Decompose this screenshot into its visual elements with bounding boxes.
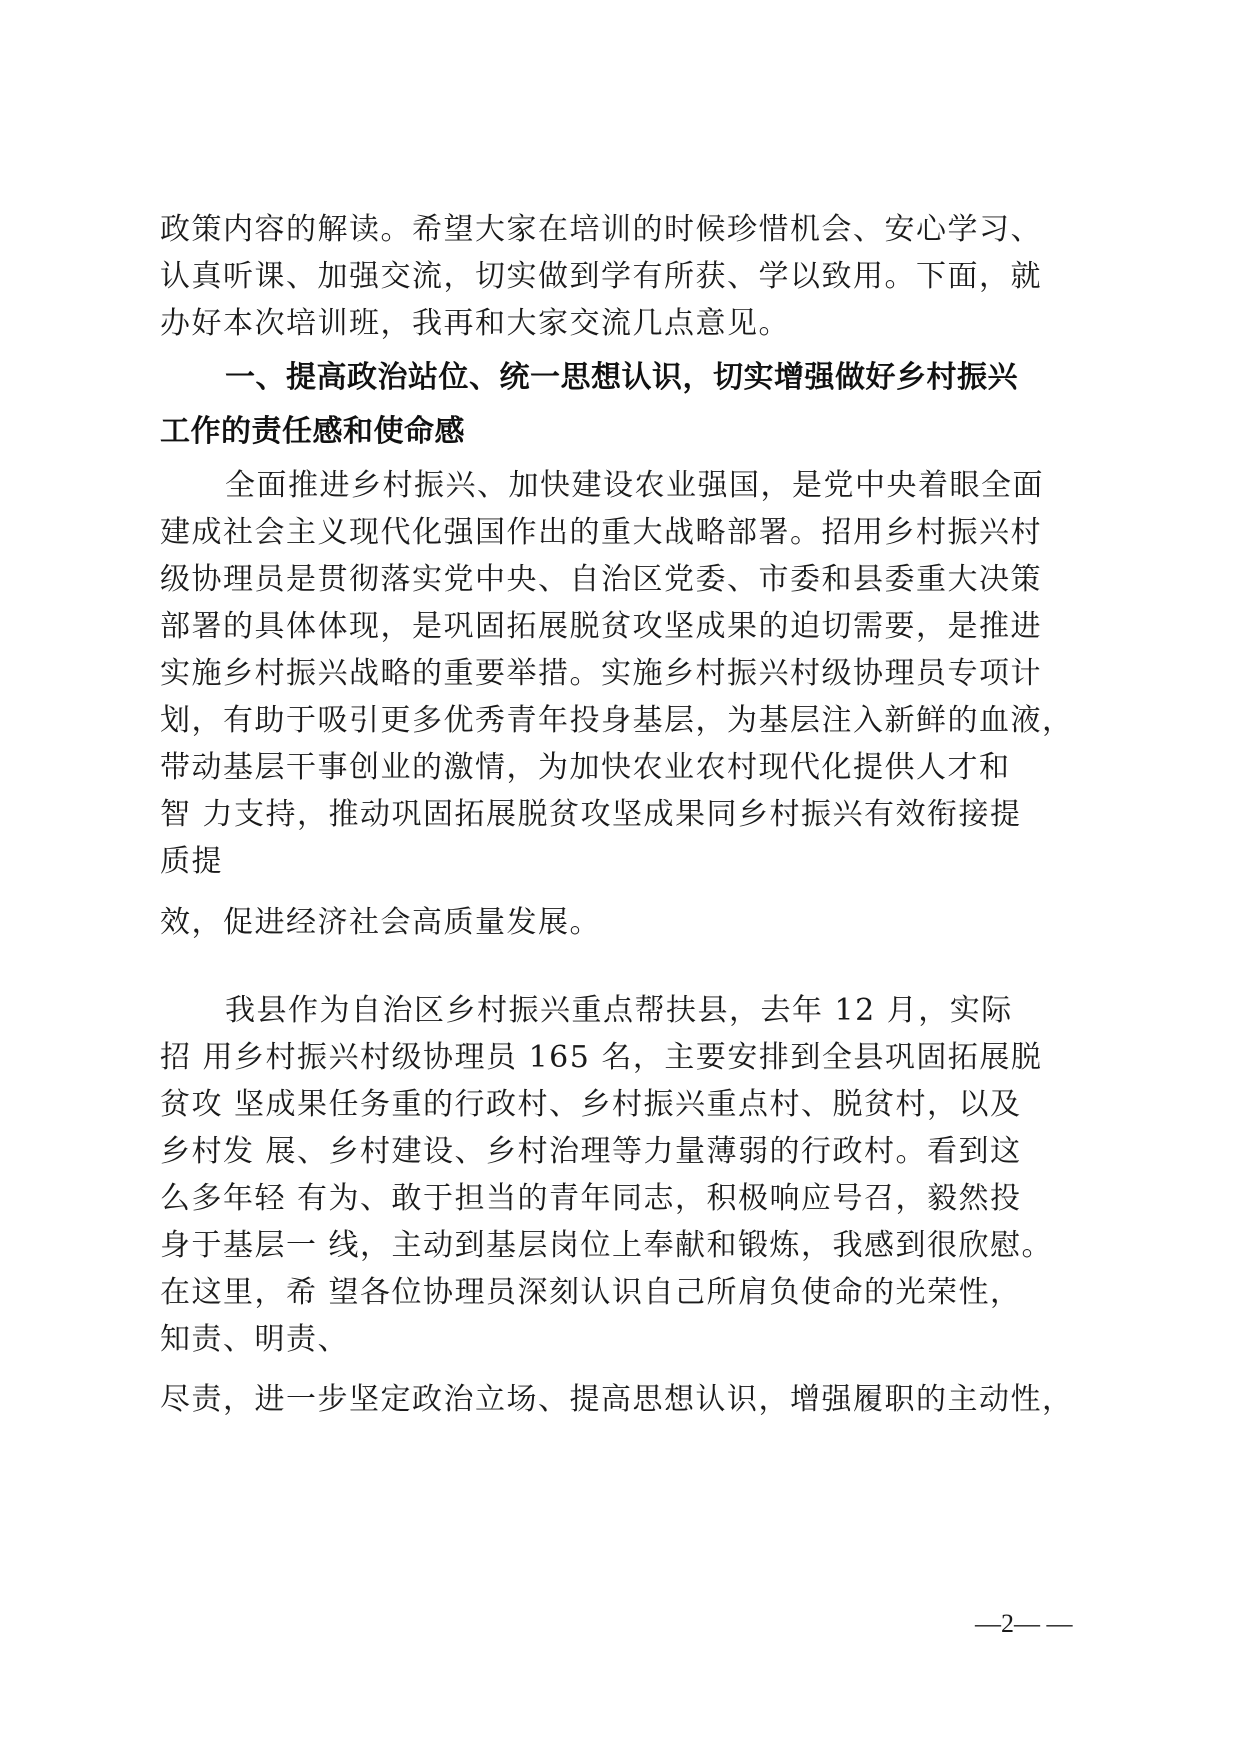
body-line: 身于基层一 线，主动到基层岗位上奉献和锻炼，我感到很欣慰。 [160,1228,1054,1263]
body-line: 乡村发 展、乡村建设、乡村治理等力量薄弱的行政村。看到这 [160,1134,1022,1169]
body-line: 智 力支持，推动巩固拓展脱贫攻坚成果同乡村振兴有效衔接提 [160,797,1022,832]
body-line: 我县作为自治区乡村振兴重点帮扶县，去年 12 月，实际 [225,993,1013,1028]
body-line: 实施乡村振兴战略的重要举措。实施乡村振兴村级协理员专项计 [160,656,1042,691]
page-number: —2— — [975,1609,1073,1638]
body-line: 建成社会主义现代化强国作出的重大战略部署。招用乡村振兴村 [160,515,1042,550]
body-line: 全面推进乡村振兴、加快建设农业强国，是党中央着眼全面 [225,468,1044,503]
body-line: 招 用乡村振兴村级协理员 165 名，主要安排到全县巩固拓展脱 [160,1040,1043,1075]
body-line: 贫攻 坚成果任务重的行政村、乡村振兴重点村、脱贫村，以及 [160,1087,1022,1122]
section-heading: 工作的责任感和使命感 [160,414,465,449]
intro-line: 认真听课、加强交流，切实做到学有所获、学以致用。下面，就 [160,259,1042,294]
body-line: 尽责，进一步坚定政治立场、提高思想认识，增强履职的主动性， [160,1382,1074,1417]
body-line: 划，有助于吸引更多优秀青年投身基层，为基层注入新鲜的血液， [160,703,1074,738]
section-heading: 一、提高政治站位、统一思想认识，切实增强做好乡村振兴 [225,360,1018,395]
body-line: 质提 [160,844,223,879]
body-line: 么多年轻 有为、敢于担当的青年同志，积极响应号召，毅然投 [160,1181,1022,1216]
intro-line: 政策内容的解读。希望大家在培训的时候珍惜机会、安心学习、 [160,212,1042,247]
body-line: 在这里，希 望各位协理员深刻认识自己所肩负使命的光荣性， [160,1275,1022,1310]
body-line: 带动基层干事创业的激情，为加快农业农村现代化提供人才和 [160,750,1011,785]
body-line: 级协理员是贯彻落实党中央、自治区党委、市委和县委重大决策 [160,562,1042,597]
intro-line: 办好本次培训班，我再和大家交流几点意见。 [160,306,790,341]
body-line: 效，促进经济社会高质量发展。 [160,905,601,940]
body-line: 知责、明责、 [160,1322,349,1357]
body-line: 部署的具体体现，是巩固拓展脱贫攻坚成果的迫切需要，是推进 [160,609,1042,644]
